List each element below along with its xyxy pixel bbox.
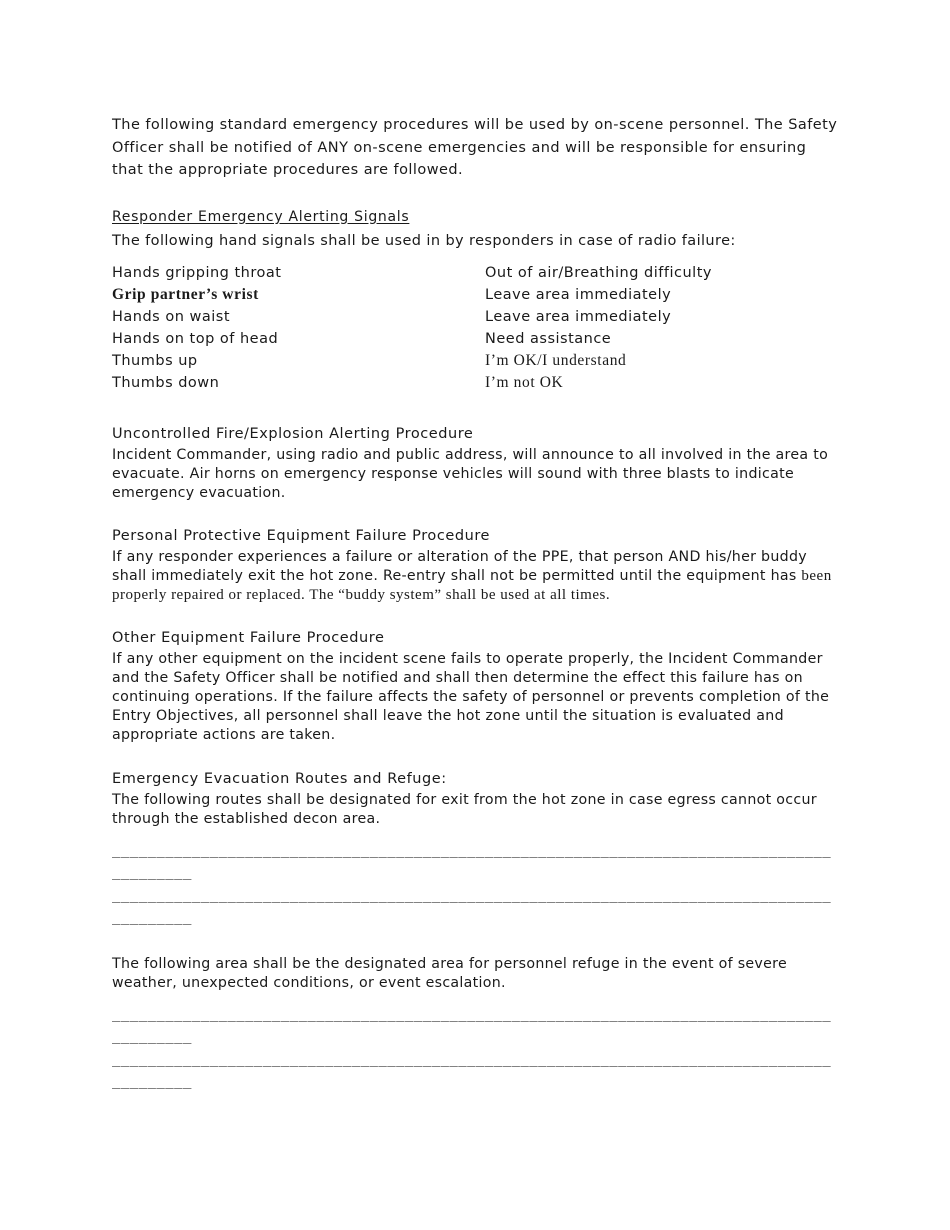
document-page	[112, 114, 838, 1093]
signal-row	[112, 306, 838, 328]
ppe-procedure-section	[112, 526, 838, 605]
signal-row	[112, 262, 838, 284]
signal-gesture: Grip partner’s wrist	[112, 285, 259, 303]
fire-procedure-body: Incident Commander, using radio and public address, will announce to all involved in the area to evacuate. Air horns on emergency response vehicles will sound with three blasts to indicate emergency evacuation.	[112, 446, 829, 501]
signal-gesture: Hands on waist	[112, 308, 231, 325]
other-procedure-section	[112, 628, 838, 745]
alerting-signals-heading: Responder Emergency Alerting Signals	[112, 208, 410, 225]
refuge-blank-line[interactable]: __________________________________________________________________________________________	[112, 1005, 832, 1044]
signal-gesture: Thumbs up	[112, 352, 198, 369]
other-procedure-body: If any other equipment on the incident scene fails to operate properly, the Incident Commander and the Safety Officer shall be notified and shall then determine the effect this failure has on continuing operations. If the failure affects the safety of personnel or prevents completion of the Entry Objectives, all personnel shall leave the hot zone until the situation is evaluated and appropriate actions are taken.	[112, 650, 830, 743]
route-blank-line[interactable]: __________________________________________________________________________________________	[112, 841, 832, 880]
evacuation-heading: Emergency Evacuation Routes and Refuge:	[112, 770, 447, 787]
evacuation-section	[112, 769, 838, 1093]
signal-gesture: Thumbs down	[112, 374, 220, 391]
signal-meaning: Leave area immediately	[485, 308, 672, 325]
signal-meaning: Need assistance	[485, 330, 612, 347]
fire-procedure-heading: Uncontrolled Fire/Explosion Alerting Procedure	[112, 425, 474, 442]
alerting-signals-intro: The following hand signals shall be used in by responders in case of radio failure:	[112, 232, 736, 249]
signal-gesture: Hands on top of head	[112, 330, 279, 347]
ppe-procedure-body	[112, 548, 838, 605]
ppe-procedure-heading: Personal Protective Equipment Failure Procedure	[112, 527, 490, 544]
route-blank-line[interactable]: __________________________________________________________________________________________	[112, 886, 832, 925]
signal-row	[112, 284, 838, 306]
signal-row	[112, 350, 838, 372]
intro-paragraph: The following standard emergency procedures will be used by on-scene personnel. The Safety Officer shall be notified of ANY on-scene emergencies and will be responsible for ensuring that the appropriate procedures are followed.	[112, 117, 838, 178]
hand-signals-table	[112, 262, 838, 394]
evacuation-routes-intro: The following routes shall be designated for exit from the hot zone in case egress cannot occur through the established decon area.	[112, 791, 817, 827]
signal-row	[112, 328, 838, 350]
signal-meaning: I’m not OK	[485, 373, 564, 391]
other-procedure-heading: Other Equipment Failure Procedure	[112, 629, 385, 646]
ppe-procedure-body-part2: been properly repaired or replaced. The “buddy system” shall be used at all times.	[112, 567, 832, 603]
fire-procedure-section	[112, 424, 838, 503]
signal-gesture: Hands gripping throat	[112, 264, 282, 281]
signal-meaning: Out of air/Breathing difficulty	[485, 264, 712, 281]
refuge-blank-line[interactable]: __________________________________________________________________________________________	[112, 1050, 832, 1089]
evacuation-refuge-intro: The following area shall be the designated area for personnel refuge in the event of severe weather, unexpected conditions, or event escalation.	[112, 955, 787, 991]
signal-row	[112, 372, 838, 394]
ppe-procedure-body-part1: If any responder experiences a failure or alteration of the PPE, that person AND his/her buddy shall immediately exit the hot zone. Re-entry shall not be permitted until the equipment has	[112, 548, 807, 584]
signal-meaning: Leave area immediately	[485, 286, 672, 303]
signal-meaning: I’m OK/I understand	[485, 351, 627, 369]
